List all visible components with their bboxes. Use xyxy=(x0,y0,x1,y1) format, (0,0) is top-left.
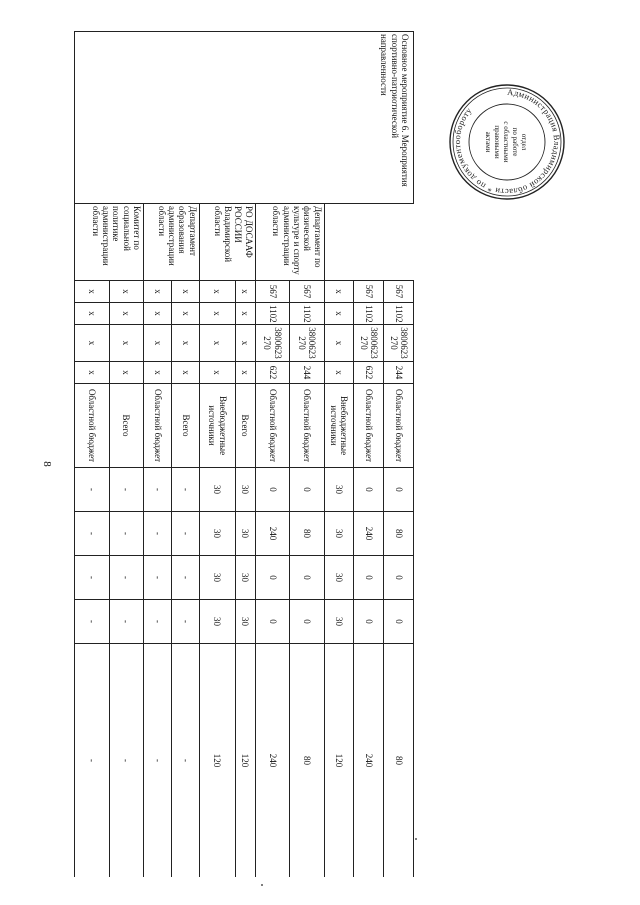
vr-code-cell: x xyxy=(324,362,354,384)
total-cell: - xyxy=(75,644,110,878)
cs-code-cell: x xyxy=(199,325,235,362)
funding-source-cell: Областной бюджет xyxy=(384,384,414,468)
year-3-cell: 30 xyxy=(324,556,354,600)
gr-code-cell: 567 xyxy=(255,281,289,303)
rz-code-cell: x xyxy=(75,303,110,325)
total-cell: - xyxy=(143,644,171,878)
year-3-cell: - xyxy=(109,556,143,600)
cs-code-cell: 3800623 270 xyxy=(255,325,289,362)
year-2-cell: - xyxy=(143,512,171,556)
cs-code-cell: x xyxy=(324,325,354,362)
svg-text:с областными: с областными xyxy=(502,121,510,163)
cs-code-cell: x xyxy=(75,325,110,362)
year-1-cell: - xyxy=(75,468,110,512)
cs-code-cell: x xyxy=(171,325,199,362)
funding-source-cell: Внебюджетные источники xyxy=(199,384,235,468)
executor-dosaaf: РО ДОСААФ РОССИИ Владимирской области xyxy=(199,204,255,281)
year-3-cell: - xyxy=(75,556,110,600)
total-cell: - xyxy=(109,644,143,878)
funding-source-cell: Областной бюджет xyxy=(255,384,289,468)
rz-code-cell: x xyxy=(143,303,171,325)
rz-code-cell: 1102 xyxy=(255,303,289,325)
svg-text:Администрация Владимирской обл: Администрация Владимирской области * по документообороту xyxy=(451,86,563,198)
year-3-cell: 30 xyxy=(199,556,235,600)
funding-source-cell: Областной бюджет xyxy=(290,384,324,468)
svg-text:актами: актами xyxy=(484,131,492,153)
scan-speck xyxy=(415,838,417,840)
year-3-cell: 0 xyxy=(384,556,414,600)
year-2-cell: 240 xyxy=(255,512,289,556)
empty-executor-cell xyxy=(324,204,413,281)
budget-table xyxy=(74,31,414,877)
year-1-cell: - xyxy=(143,468,171,512)
year-4-cell: 0 xyxy=(384,600,414,644)
year-2-cell: 30 xyxy=(324,512,354,556)
total-cell: 80 xyxy=(384,644,414,878)
vr-code-cell: x xyxy=(143,362,171,384)
rotated-table-area xyxy=(74,31,414,877)
rz-code-cell: x xyxy=(199,303,235,325)
vr-code-cell: x xyxy=(199,362,235,384)
gr-code-cell: 567 xyxy=(290,281,324,303)
main-measure-cell: Основное мероприятие 6. Мероприятия спортивно-патриотической направленности xyxy=(75,32,414,204)
year-4-cell: - xyxy=(75,600,110,644)
funding-source-cell: Областной бюджет xyxy=(143,384,171,468)
year-4-cell: 30 xyxy=(324,600,354,644)
year-1-cell: 0 xyxy=(354,468,384,512)
gr-code-cell: x xyxy=(199,281,235,303)
year-1-cell: 0 xyxy=(290,468,324,512)
year-2-cell: 30 xyxy=(199,512,235,556)
svg-text:правовыми: правовыми xyxy=(493,125,501,159)
year-1-cell: 30 xyxy=(324,468,354,512)
year-1-cell: 30 xyxy=(199,468,235,512)
scan-speck xyxy=(261,884,263,886)
year-1-cell: 0 xyxy=(255,468,289,512)
rotated-table-container xyxy=(74,31,414,877)
funding-source-cell: Областной бюджет xyxy=(75,384,110,468)
cs-code-cell: x xyxy=(109,325,143,362)
total-cell: 240 xyxy=(255,644,289,878)
year-4-cell: 30 xyxy=(199,600,235,644)
total-cell: - xyxy=(171,644,199,878)
table-row xyxy=(384,32,414,878)
year-4-cell: - xyxy=(109,600,143,644)
cs-code-cell: x xyxy=(143,325,171,362)
year-3-cell: 0 xyxy=(290,556,324,600)
executor-social-committee: Комитет по социальной политике администрации области xyxy=(75,204,144,281)
cs-code-cell: 3800623 270 xyxy=(290,325,324,362)
cs-code-cell: x xyxy=(235,325,255,362)
year-1-cell: - xyxy=(171,468,199,512)
year-3-cell: - xyxy=(171,556,199,600)
cs-code-cell: 3800623 270 xyxy=(354,325,384,362)
year-2-cell: - xyxy=(109,512,143,556)
year-4-cell: 0 xyxy=(354,600,384,644)
total-cell: 120 xyxy=(235,644,255,878)
vr-code-cell: 622 xyxy=(354,362,384,384)
year-3-cell: 30 xyxy=(235,556,255,600)
year-4-cell: - xyxy=(171,600,199,644)
gr-code-cell: 567 xyxy=(384,281,414,303)
year-2-cell: 240 xyxy=(354,512,384,556)
vr-code-cell: x xyxy=(109,362,143,384)
year-1-cell: 0 xyxy=(384,468,414,512)
rz-code-cell: 1102 xyxy=(384,303,414,325)
gr-code-cell: 567 xyxy=(354,281,384,303)
executor-sport-dept: Департамент по физической культуре и спорту администрации области xyxy=(255,204,324,281)
executor-education-dept: Департамент образования администрации области xyxy=(143,204,199,281)
vr-code-cell: x xyxy=(235,362,255,384)
rz-code-cell: x xyxy=(235,303,255,325)
year-3-cell: - xyxy=(143,556,171,600)
total-cell: 240 xyxy=(354,644,384,878)
total-cell: 80 xyxy=(290,644,324,878)
year-3-cell: 0 xyxy=(354,556,384,600)
gr-code-cell: x xyxy=(143,281,171,303)
gr-code-cell: x xyxy=(75,281,110,303)
vr-code-cell: 622 xyxy=(255,362,289,384)
total-cell: 120 xyxy=(324,644,354,878)
vr-code-cell: x xyxy=(75,362,110,384)
svg-text:по работе: по работе xyxy=(511,127,519,157)
vr-code-cell: 244 xyxy=(290,362,324,384)
rz-code-cell: x xyxy=(324,303,354,325)
year-1-cell: 30 xyxy=(235,468,255,512)
year-4-cell: 0 xyxy=(290,600,324,644)
funding-source-cell: Областной бюджет xyxy=(354,384,384,468)
gr-code-cell: x xyxy=(324,281,354,303)
total-cell: 120 xyxy=(199,644,235,878)
year-2-cell: - xyxy=(75,512,110,556)
rz-code-cell: 1102 xyxy=(354,303,384,325)
gr-code-cell: x xyxy=(235,281,255,303)
rz-code-cell: x xyxy=(109,303,143,325)
year-2-cell: 30 xyxy=(235,512,255,556)
vr-code-cell: x xyxy=(171,362,199,384)
funding-source-cell: Всего xyxy=(109,384,143,468)
year-2-cell: 80 xyxy=(290,512,324,556)
year-3-cell: 0 xyxy=(255,556,289,600)
rz-code-cell: x xyxy=(171,303,199,325)
official-seal xyxy=(447,82,567,202)
year-4-cell: 0 xyxy=(255,600,289,644)
year-2-cell: 80 xyxy=(384,512,414,556)
svg-text:отдел: отдел xyxy=(520,133,528,151)
gr-code-cell: x xyxy=(109,281,143,303)
funding-source-cell: Внебюджетные источники xyxy=(324,384,354,468)
year-4-cell: 30 xyxy=(235,600,255,644)
year-2-cell: - xyxy=(171,512,199,556)
gr-code-cell: x xyxy=(171,281,199,303)
vr-code-cell: 244 xyxy=(384,362,414,384)
year-4-cell: - xyxy=(143,600,171,644)
funding-source-cell: Всего xyxy=(171,384,199,468)
cs-code-cell: 3800623 270 xyxy=(384,325,414,362)
year-1-cell: - xyxy=(109,468,143,512)
page-number: 8 xyxy=(40,461,53,467)
rz-code-cell: 1102 xyxy=(290,303,324,325)
funding-source-cell: Всего xyxy=(235,384,255,468)
